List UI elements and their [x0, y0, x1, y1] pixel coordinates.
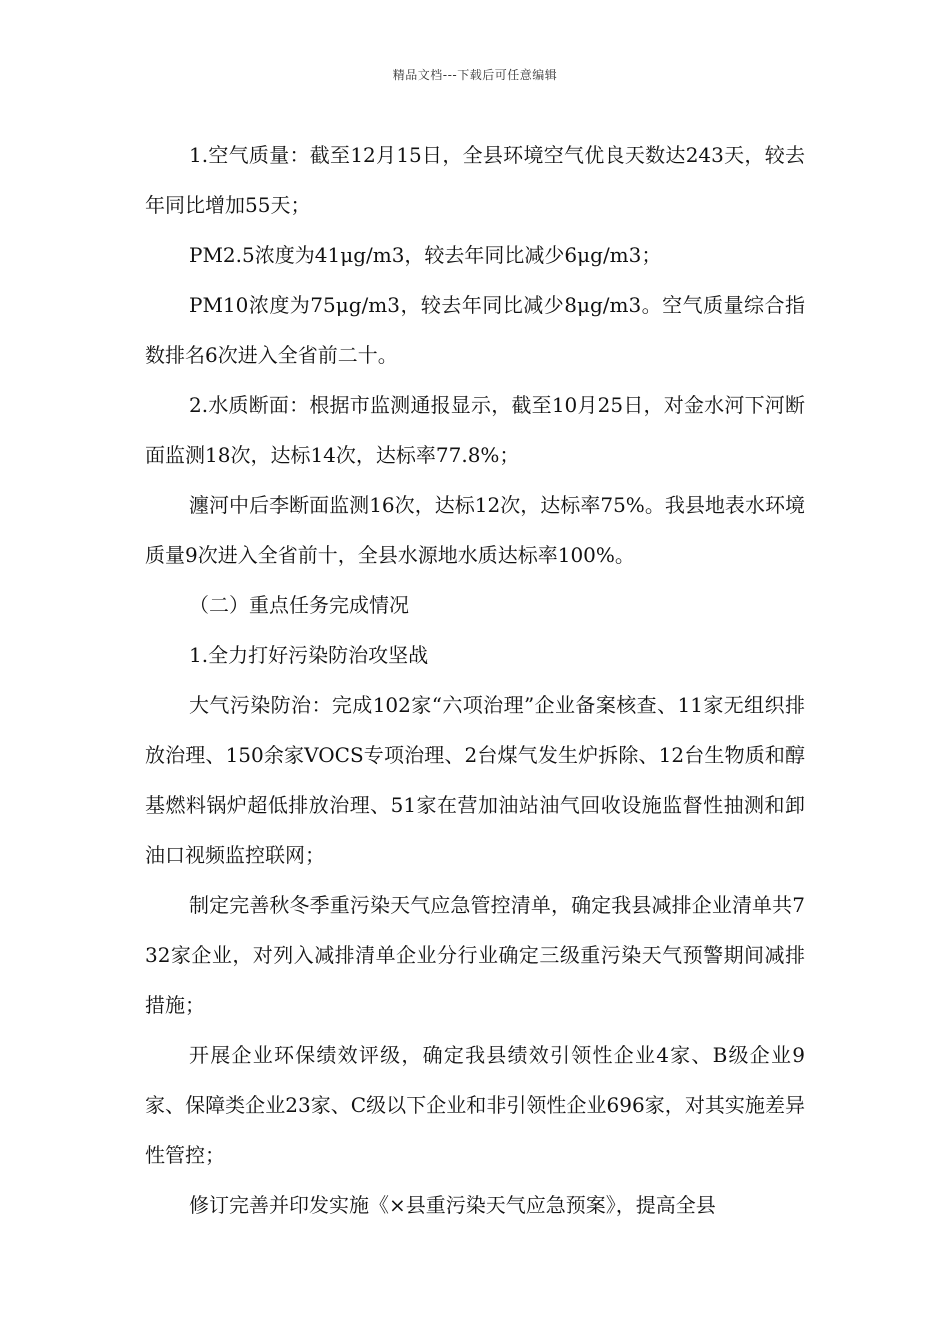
document-body: [145, 130, 805, 1230]
paragraph-performance-rating: 开展企业环保绩效评级，确定我县绩效引领性企业4家、B级企业9家、保障类企业23家、C级以下企业和非引领性企业696家，对其实施差异性管控；: [145, 1043, 805, 1167]
subheading-pollution-control: 1.全力打好污染防治攻坚战: [189, 643, 429, 667]
paragraph-pm10: PM10浓度为75μg/m3，较去年同比减少8μg/m3。空气质量综合指数排名6次进入全省前二十。: [145, 293, 805, 367]
paragraph-chan-river: 瀍河中后李断面监测16次，达标12次，达标率75%。我县地表水环境质量9次进入全省前十，全县水源地水质达标率100%。: [145, 493, 805, 567]
paragraph-air-pollution: 大气污染防治：完成102家“六项治理”企业备案核查、11家无组织排放治理、150余家VOCS专项治理、2台煤气发生炉拆除、12台生物质和醇基燃料锅炉超低排放治理、51家在营加油站油气回收设施监督性抽测和卸油口视频监控联网；: [145, 693, 805, 867]
paragraph-emergency-list: 制定完善秋冬季重污染天气应急管控清单，确定我县减排企业清单共732家企业，对列入减排清单企业分行业确定三级重污染天气预警期间减排措施；: [145, 893, 805, 1017]
page-header: 精品文档---下载后可任意编辑: [392, 68, 558, 82]
paragraph-pm25: PM2.5浓度为41μg/m3，较去年同比减少6μg/m3；: [189, 243, 662, 267]
paragraph-water-quality: 2.水质断面：根据市监测通报显示，截至10月25日，对金水河下河断面监测18次，达标14次，达标率77.8%；: [145, 393, 805, 467]
paragraph-air-quality: 1.空气质量：截至12月15日，全县环境空气优良天数达243天，较去年同比增加55天；: [145, 143, 805, 217]
paragraph-emergency-plan: 修订完善并印发实施《×县重污染天气应急预案》，提高全县: [189, 1193, 716, 1217]
section-heading-key-tasks: （二）重点任务完成情况: [189, 593, 409, 617]
